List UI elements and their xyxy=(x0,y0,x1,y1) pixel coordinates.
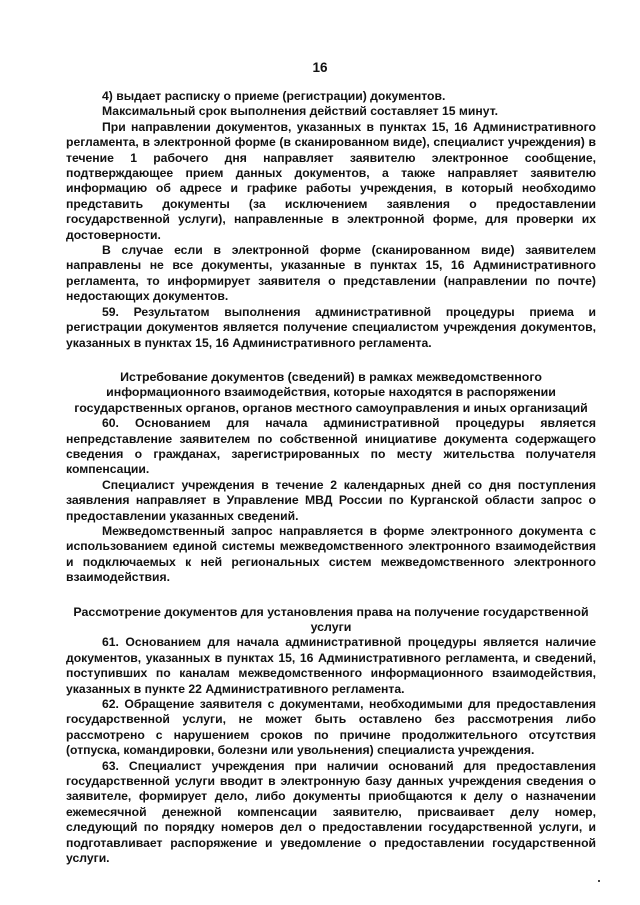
document-body xyxy=(66,89,596,867)
page-number: 16 xyxy=(312,60,328,75)
paragraph-item-60: 60. Основанием для начала административной процедуры является непредставление заявителем по собственной инициативе документа содержащего сведения о гражданах, зарегистрированных по месту жительства получателя компенсации. xyxy=(66,416,596,477)
paragraph-max-time: Максимальный срок выполнения действий составляет 15 минут. xyxy=(102,104,498,119)
paragraph-electronic-submission: При направлении документов, указанных в пунктах 15, 16 Административного регламента, в электронной форме (в сканированном виде), специалист учреждения) в течение 1 рабочего дня направляет заявителю электронное сообщение, подтверждающее прием данных документов, а также направляет заявителю информацию об адресе и графике работы учреждения, в который необходимо представить документы (за исключением заявления о предоставлении государственной услуги), направленные в электронной форме, для проверки их достоверности. xyxy=(66,119,596,242)
paragraph-receipt: 4) выдает расписку о приеме (регистрации) документов. xyxy=(102,89,446,103)
paragraph-request-mvd: Специалист учреждения в течение 2 календарных дней со дня поступления заявления направляет в Управление МВД России по Курганской области запрос о предоставлении указанных сведений. xyxy=(66,477,596,523)
paragraph-item-59: 59. Результатом выполнения административной процедуры приема и регистрации документов является получение специалистом учреждения документов, указанных в пунктах 15, 16 Административного регламента. xyxy=(66,304,596,350)
paragraph-incomplete-documents: В случае если в электронной форме (сканированном виде) заявителем направлены не все документы, указанные в пунктах 15, 16 Административного регламента, то информирует заявителя о представлении (направлении по почте) недостающих документов. xyxy=(66,243,596,304)
paragraph-item-61: 61. Основанием для начала административной процедуры является наличие документов, указанных в пунктах 15, 16 Административного регламента, и сведений, поступивших по каналам межведомственного информационного взаимодействия, указанных в пункте 22 Административного регламента. xyxy=(66,635,596,696)
paragraph-electronic-request: Межведомственный запрос направляется в форме электронного документа с использованием единой системы межведомственного электронного взаимодействия и подключаемых к ней региональных систем межведомственного электронного взаимодействия. xyxy=(66,523,596,585)
paragraph-item-62: 62. Обращение заявителя с документами, необходимыми для предоставления государственной услуги, не может быть оставлено без рассмотрения либо рассмотрено с нарушением сроков по причине продолжительного отсутствия (отпуска, командировки, болезни или увольнения) специалиста учреждения. xyxy=(66,697,596,758)
section-heading-review: Рассмотрение документов для установления права на получение государственной услуги xyxy=(73,604,589,634)
paragraph-item-63: 63. Специалист учреждения при наличии оснований для предоставления государственной услуги вводит в электронную базу данных учреждения сведения о заявителе, формирует дело, либо документы приобщаются к делу о назначении ежемесячной денежной компенсации заявителю, присваивает делу номер, следующий по порядку номеров дел о предоставлении государственной услуги, и подготавливает распоряжение и уведомление о предоставлении государственной услуги. xyxy=(66,758,596,866)
scan-speck xyxy=(598,880,600,882)
section-heading-interagency: Истребование документов (сведений) в рамках межведомственного информационного взаимодействия, которые находятся в распоряжении государственных органов, органов местного самоуправления и иных организаций xyxy=(74,369,588,415)
